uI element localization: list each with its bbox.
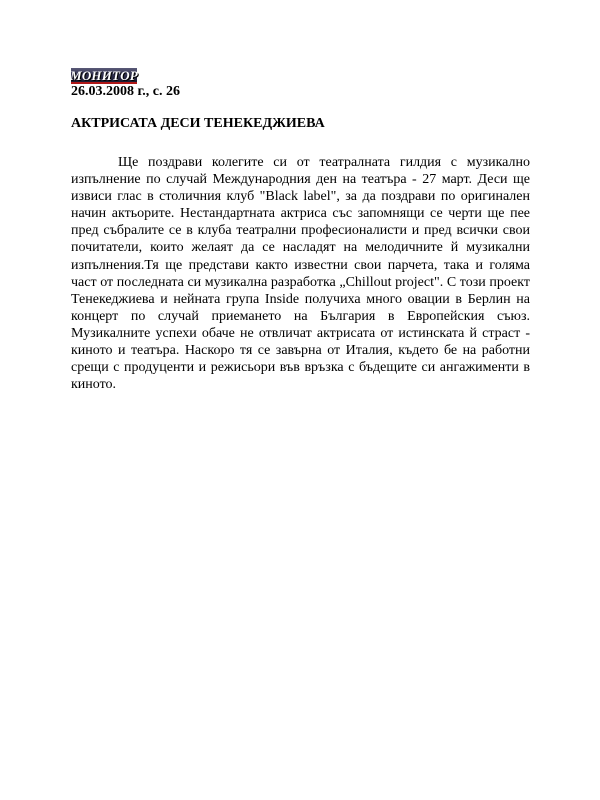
publication-logo bbox=[71, 68, 137, 84]
article-body: Ще поздрави колегите си от театралната гилдия с музикално изпълнение по случай Международния ден на театъра - 27 март. Деси ще извиси глас в столичния клуб "Black label", за да поздрави по оригинален начин актьорите. Нестандартната актриса със запомнящи се черти ще пее пред събралите се в клуба театрални професионалисти и пред всички свои почитатели, които желаят да се насладят на мелодичните й музикални изпълнения.Тя ще представи както известни свои парчета, така и голяма част от последната си музикална разработка „Chillout project". С този проект Тенекеджиева и нейната група Inside получиха много овации в Берлин на концерт по случай приемането на България в Европейския съюз. Музикалните успехи обаче не отвличат актрисата от истинската й страст - киното и театъра. Наскоро тя се завърна от Италия, където бе на работни срещи с продуценти и режисьори във връзка с бъдещите си ангажименти в киното. bbox=[71, 155, 530, 393]
publication-logo-text: МОНИТОР bbox=[70, 67, 138, 83]
article-title: АКТРИСАТА ДЕСИ ТЕНЕКЕДЖИЕВА bbox=[71, 116, 325, 131]
publication-date-page: 26.03.2008 г., с. 26 bbox=[71, 84, 180, 99]
